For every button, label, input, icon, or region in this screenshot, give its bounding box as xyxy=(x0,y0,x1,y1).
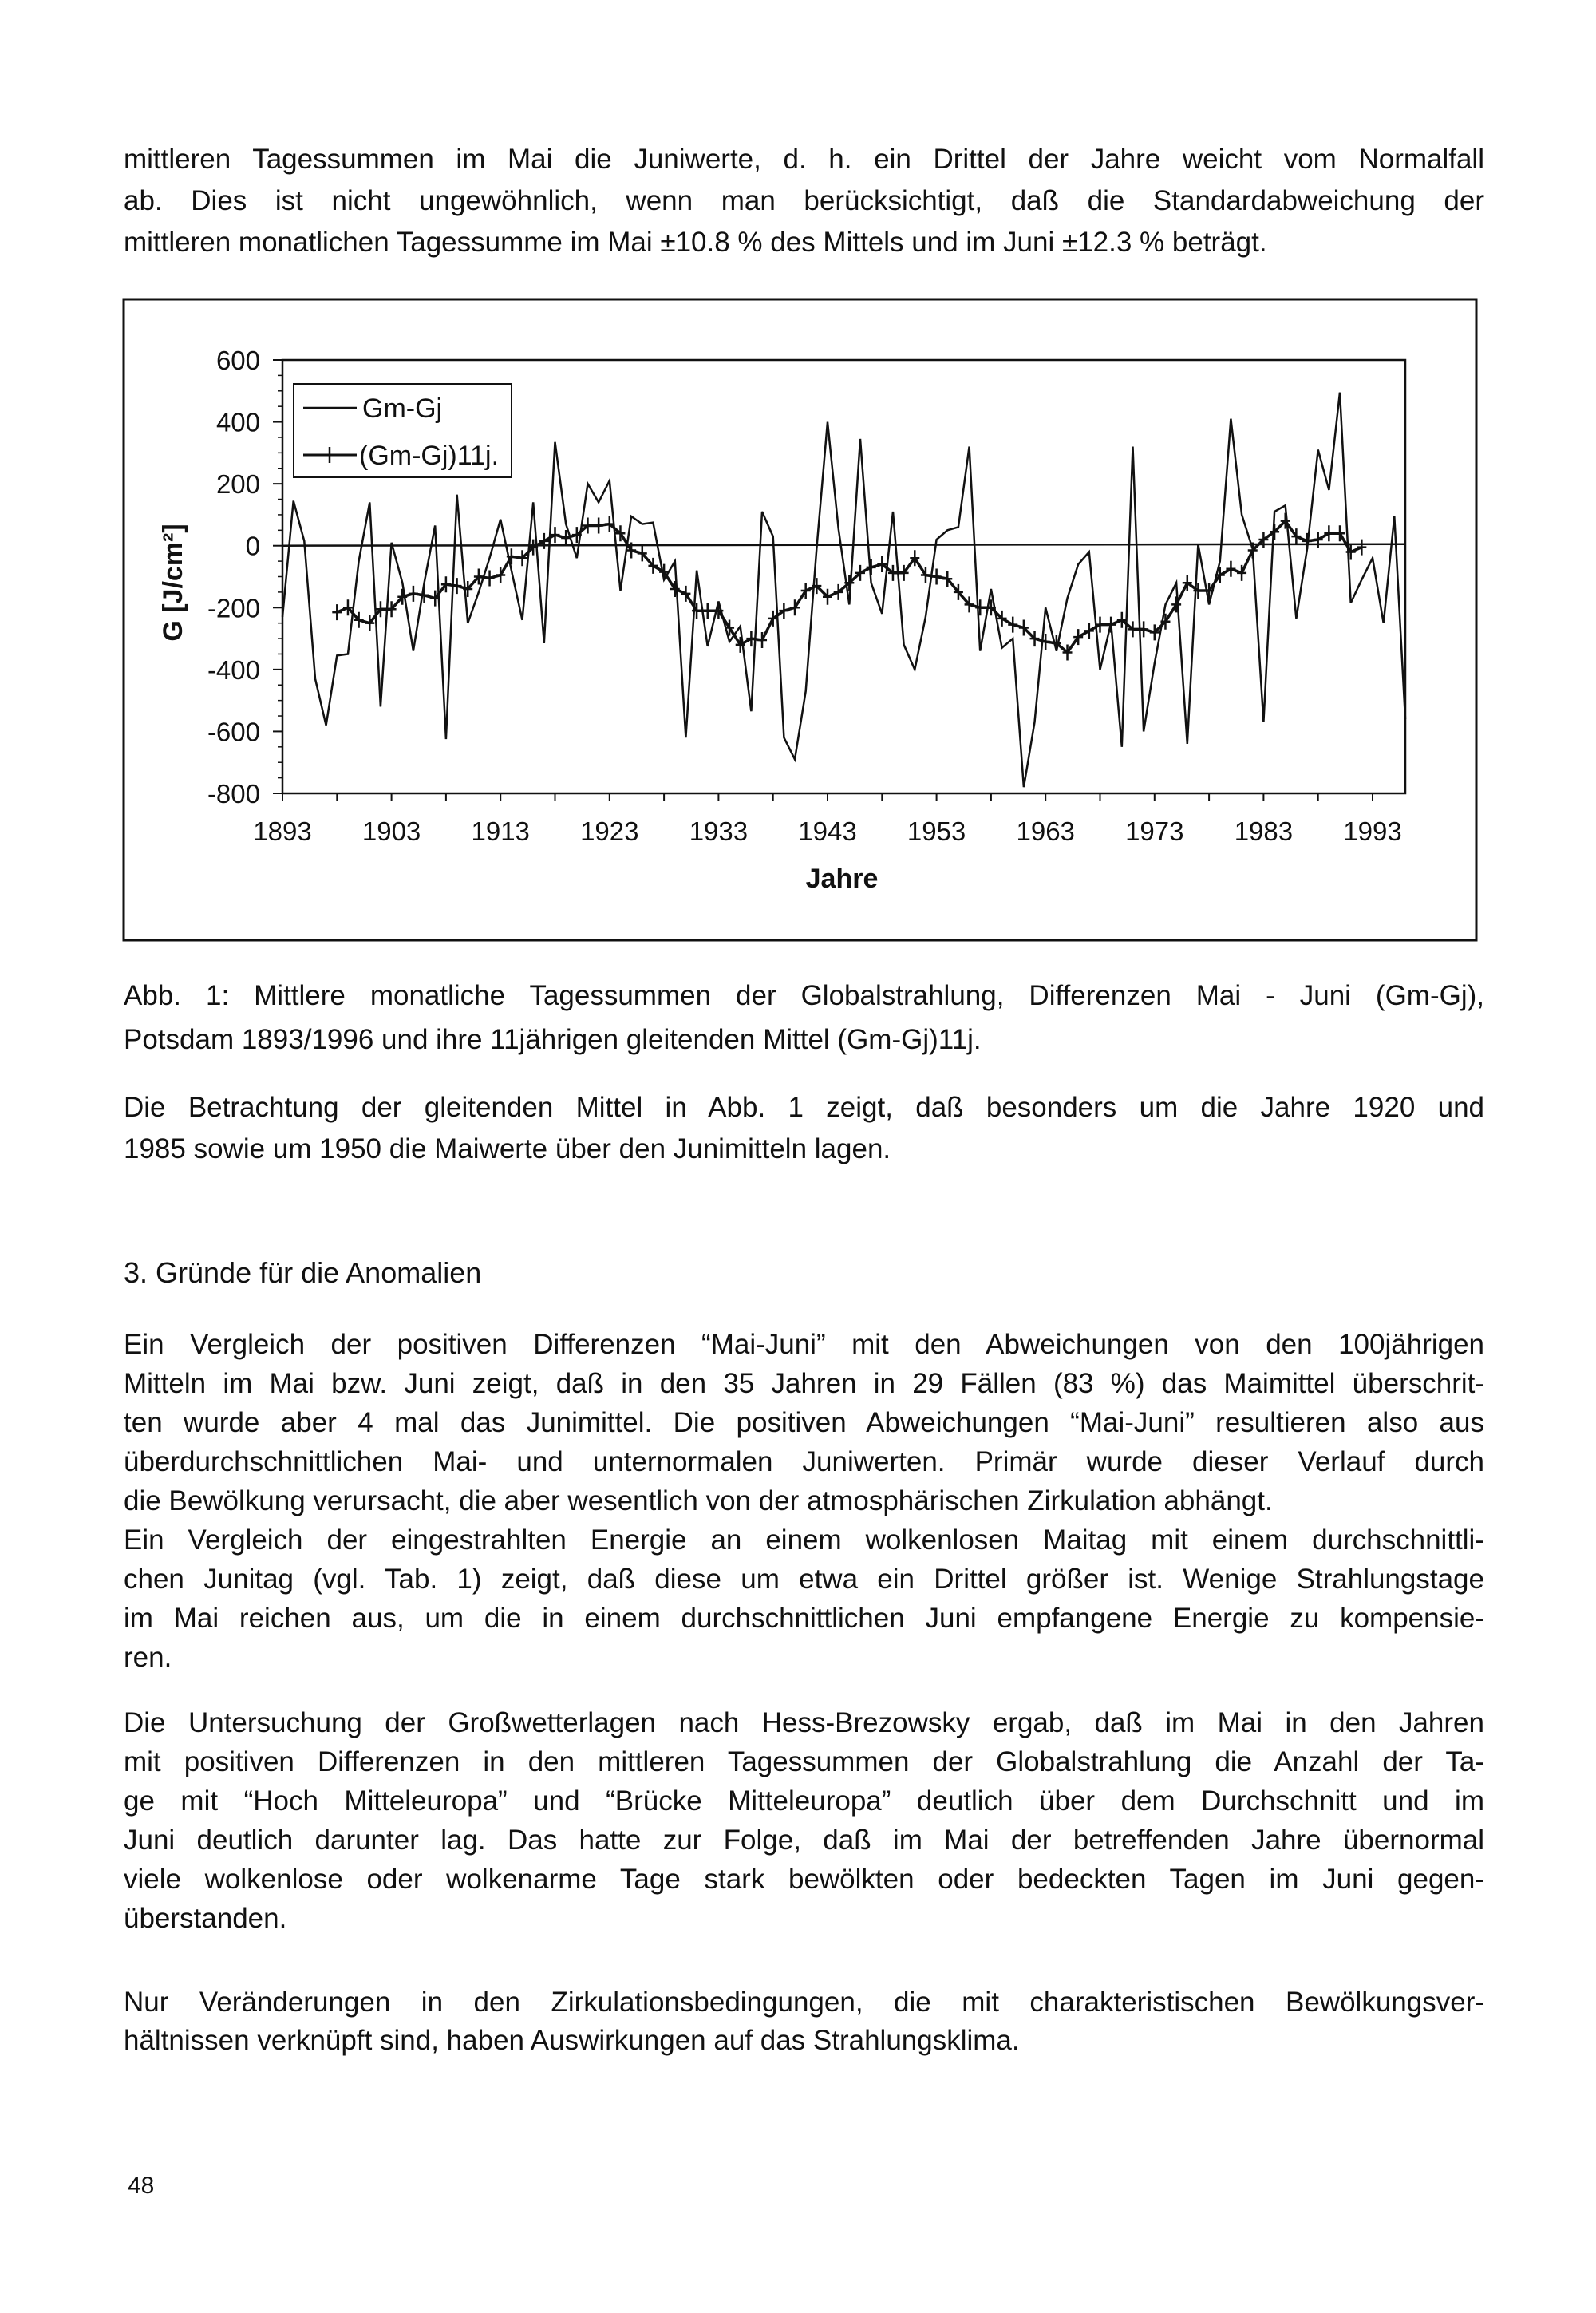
y-tick-label: 600 xyxy=(215,346,260,375)
moving-average-point xyxy=(888,565,898,581)
y-tick-label: -400 xyxy=(207,654,260,685)
text-line: mittleren Tagessummen im Mai die Juniwerte, d. h. ein Drittel der Jahre weicht vom Normalfall xyxy=(124,144,1484,175)
paragraph-2 xyxy=(124,1087,1484,1170)
moving-average-point xyxy=(1226,561,1235,577)
x-tick-label: 1993 xyxy=(1343,816,1402,846)
moving-average-point xyxy=(877,556,887,572)
text-line: ab. Dies ist nicht ungewöhnlich, wenn man berücksichtigt, daß die Standardabweichung der xyxy=(124,185,1484,216)
moving-average-point xyxy=(1302,533,1312,549)
legend-label-moving-average: (Gm-Gj)11j. xyxy=(359,441,500,471)
moving-average-point xyxy=(1117,612,1127,628)
x-tick-label: 1963 xyxy=(1016,816,1075,846)
moving-average-point xyxy=(594,518,603,534)
x-tick-label: 1903 xyxy=(361,816,421,846)
x-axis-label: Jahre xyxy=(805,864,879,894)
text-line: überdurchschnittlichen Mai- und unternormalen Juniwerten. Primär wurde dieser Verlauf durch xyxy=(124,1446,1484,1477)
moving-average-point xyxy=(779,603,788,619)
moving-average-point xyxy=(485,570,495,586)
moving-average-point xyxy=(932,569,942,585)
x-tick-label: 1933 xyxy=(689,816,749,846)
moving-average-point xyxy=(1357,540,1366,556)
y-tick-label: 0 xyxy=(245,531,260,561)
moving-average-point xyxy=(409,586,418,602)
text-line: Die Untersuchung der Großwetterlagen nach Hess-Brezowsky ergab, daß im Mai in den Jahren xyxy=(124,1707,1484,1738)
text-line: hältnissen verknüpft sind, haben Auswirkungen auf das Strahlungsklima. xyxy=(124,2025,1020,2056)
paragraph-1 xyxy=(124,139,1484,263)
moving-average-point xyxy=(518,550,527,566)
moving-average-point xyxy=(1128,621,1137,637)
moving-average-point xyxy=(539,533,549,549)
moving-average-point xyxy=(1106,617,1116,633)
text-line: Ein Vergleich der eingestrahlten Energie an einem wolkenlosen Maitag mit einem durchschnittli- xyxy=(124,1524,1484,1556)
moving-average-point xyxy=(834,584,843,600)
figure-caption xyxy=(124,974,1484,1062)
text-line: ren. xyxy=(124,1642,172,1673)
x-tick-label: 1983 xyxy=(1234,816,1294,846)
section-heading: 3. Gründe für die Anomalien xyxy=(124,1256,482,1289)
y-axis xyxy=(207,346,282,809)
text-line: überstanden. xyxy=(124,1903,287,1934)
text-line: Juni deutlich darunter lag. Das hatte zur Folge, daß im Mai der betreffenden Jahre übernormal xyxy=(124,1825,1484,1856)
text-line: 1985 sowie um 1950 die Maiwerte über den Junimitteln lagen. xyxy=(124,1133,891,1164)
text-line: Abb. 1: Mittlere monatliche Tagessummen der Globalstrahlung, Differenzen Mai - Juni (Gm-Gj), xyxy=(124,980,1484,1011)
moving-average-point xyxy=(823,589,832,605)
moving-average-point xyxy=(1324,525,1333,541)
text-line: die Bewölkung verursacht, die aber wesentlich von der atmosphärischen Zirkulation abhängt. xyxy=(124,1485,1273,1516)
zero-line xyxy=(282,544,1405,546)
y-tick-label: -600 xyxy=(207,717,260,747)
x-tick-label: 1893 xyxy=(253,816,312,846)
text-line: Mitteln im Mai bzw. Juni zeigt, daß in den 35 Jahren in 29 Fällen (83 %) das Maimittel überschrit- xyxy=(124,1368,1484,1399)
moving-average-point xyxy=(332,604,342,620)
text-line: Die Betrachtung der gleitenden Mittel in Abb. 1 zeigt, daß besonders um die Jahre 1920 und xyxy=(124,1092,1484,1123)
paragraph-5 xyxy=(124,1983,1484,2060)
y-tick-label: 200 xyxy=(215,469,260,500)
text-line: chen Junitag (vgl. Tab. 1) zeigt, daß diese um etwa ein Drittel größer ist. Wenige Strahlungstage xyxy=(124,1564,1484,1595)
moving-average-point xyxy=(1030,631,1040,646)
x-tick-label: 1913 xyxy=(471,816,530,846)
text-line: ge mit “Hoch Mitteleuropa” und “Brücke Mitteleuropa” deutlich über dem Durchschnitt und im xyxy=(124,1785,1484,1817)
paragraph-4 xyxy=(124,1703,1484,1938)
legend xyxy=(294,384,512,477)
text-line: mittleren monatlichen Tagessumme im Mai ±10.8 % des Mittels und im Juni ±12.3 % beträgt. xyxy=(124,227,1267,258)
moving-average-point xyxy=(1008,617,1017,633)
moving-average-point xyxy=(1150,624,1159,640)
moving-average-point xyxy=(583,518,592,534)
text-line: viele wolkenlose oder wolkenarme Tage stark bewölkten oder bedeckten Tagen im Juni gegen- xyxy=(124,1864,1484,1895)
x-axis xyxy=(253,793,1401,846)
moving-average-point xyxy=(551,527,560,543)
legend-label-gm-gj: Gm-Gj xyxy=(362,393,443,424)
y-tick-label: 400 xyxy=(215,407,260,437)
text-line: im Mai reichen aus, um die in einem durchschnittlichen Juni empfangene Energie zu kompensie- xyxy=(124,1603,1484,1634)
moving-average-point xyxy=(1019,619,1029,635)
moving-average-point xyxy=(998,611,1007,627)
text-line: Nur Veränderungen in den Zirkulationsbedingungen, die mit charakteristischen Bewölkungsver- xyxy=(124,1987,1484,2018)
x-tick-label: 1943 xyxy=(798,816,857,846)
text-line: mit positiven Differenzen in den mittleren Tagessummen der Globalstrahlung die Anzahl der Ta- xyxy=(124,1746,1484,1777)
moving-average-point xyxy=(855,565,865,581)
y-axis-label: G [J/cm²] xyxy=(158,524,188,642)
paragraph-3 xyxy=(124,1325,1484,1677)
moving-average-point xyxy=(1084,623,1094,639)
moving-average-point xyxy=(1270,524,1279,540)
x-tick-label: 1953 xyxy=(907,816,966,846)
moving-average-point xyxy=(867,559,876,575)
page-number: 48 xyxy=(128,2173,155,2199)
y-tick-label: -200 xyxy=(207,593,260,623)
text-line: Potsdam 1893/1996 und ihre 11jährigen gleitenden Mittel (Gm-Gj)11j. xyxy=(124,1024,982,1055)
text-line: Ein Vergleich der positiven Differenzen “Mai-Juni” mit den Abweichungen von den 100jährigen xyxy=(124,1329,1484,1360)
x-tick-label: 1923 xyxy=(580,816,639,846)
y-tick-label: -800 xyxy=(207,779,260,809)
x-tick-label: 1973 xyxy=(1125,816,1184,846)
text-line: ten wurde aber 4 mal das Junimittel. Die positiven Abweichungen “Mai-Juni” resultieren also aus xyxy=(124,1407,1484,1438)
